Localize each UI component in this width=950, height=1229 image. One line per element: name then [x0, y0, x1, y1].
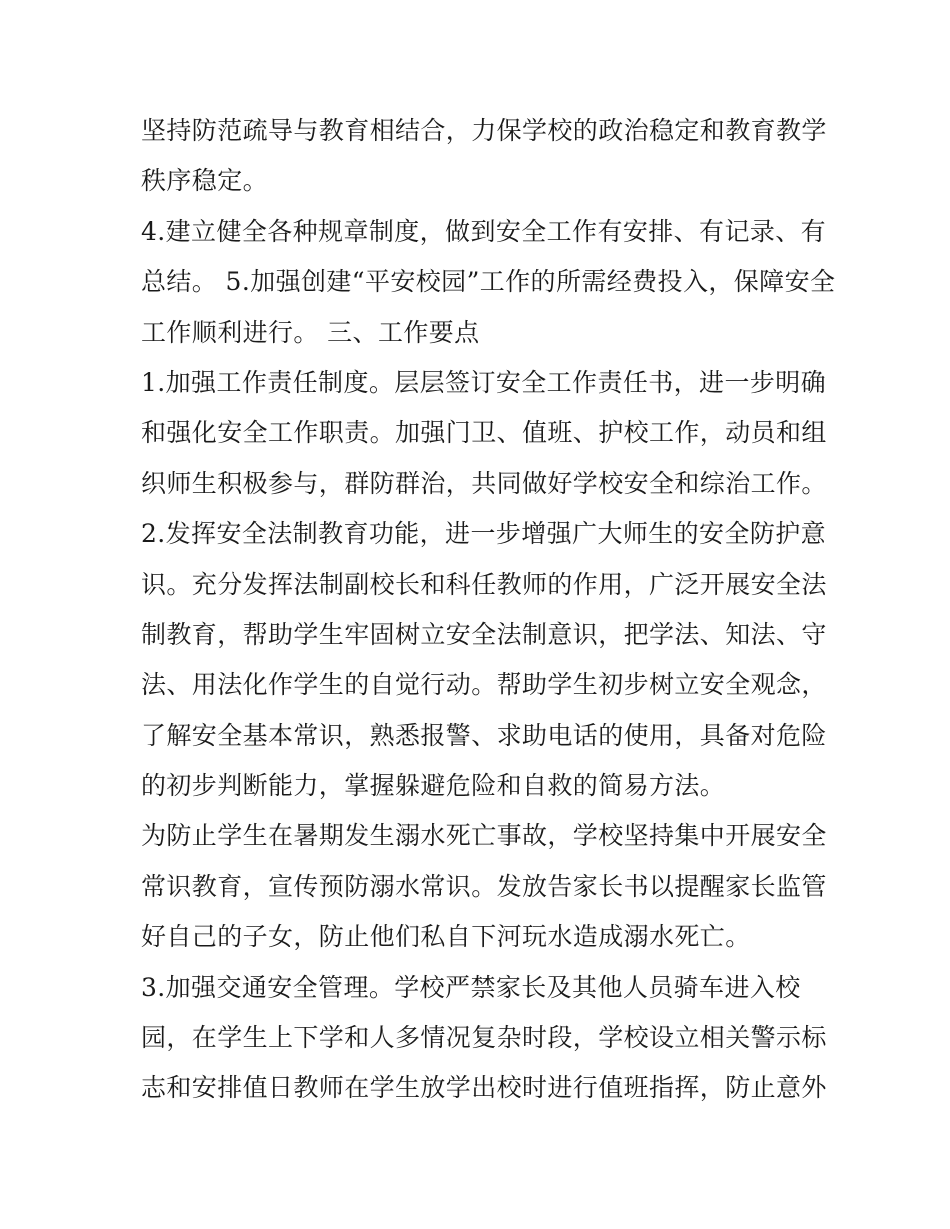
- text-line: 制教育，帮助学生牢固树立安全法制意识，把学法、知法、守: [141, 619, 827, 649]
- text-line: 了解安全基本常识，熟悉报警、求助电话的使用，具备对危险: [141, 720, 827, 750]
- text-line: 坚持防范疏导与教育相结合，力保学校的政治稳定和教育教学: [141, 116, 827, 145]
- text-line: 1.加强工作责任制度。层层签订安全工作责任书，进一步明确: [141, 367, 827, 397]
- text-line: 总结。 5.加强创建“平安校园”工作的所需经费投入，保障安全: [141, 267, 836, 297]
- text-line: 2.发挥安全法制教育功能，进一步增强广大师生的安全防护意: [141, 519, 827, 549]
- text-line: 志和安排值日教师在学生放学出校时进行值班指挥，防止意外: [141, 1073, 827, 1103]
- text-line: 为防止学生在暑期发生溺水死亡事故，学校坚持集中开展安全: [141, 821, 827, 851]
- text-line: 秩序稳定。: [141, 166, 269, 196]
- text-line: 织师生积极参与，群防群治，共同做好学校安全和综治工作。: [141, 468, 827, 498]
- text-line: 4.建立健全各种规章制度，做到安全工作有安排、有记录、有: [141, 216, 827, 246]
- text-line: 3.加强交通安全管理。学校严禁家长及其他人员骑车进入校: [141, 972, 801, 1002]
- text-line: 常识教育，宣传预防溺水常识。发放告家长书以提醒家长监管: [141, 871, 827, 901]
- text-line: 法、用法化作学生的自觉行动。帮助学生初步树立安全观念，: [141, 670, 827, 700]
- document-body: [141, 106, 836, 1114]
- text-line: 识。充分发挥法制副校长和科任教师的作用，广泛开展安全法: [141, 569, 827, 599]
- text-line: 的初步判断能力，掌握躲避危险和自救的简易方法。: [141, 771, 726, 801]
- text-line: 园，在学生上下学和人多情况复杂时段，学校设立相关警示标: [141, 1023, 827, 1053]
- text-line: 和强化安全工作职责。加强门卫、值班、护校工作，动员和组: [141, 418, 827, 448]
- text-line: 工作顺利进行。 三、工作要点: [141, 317, 480, 347]
- text-line: 好自己的子女，防止他们私自下河玩水造成溺水死亡。: [141, 922, 751, 952]
